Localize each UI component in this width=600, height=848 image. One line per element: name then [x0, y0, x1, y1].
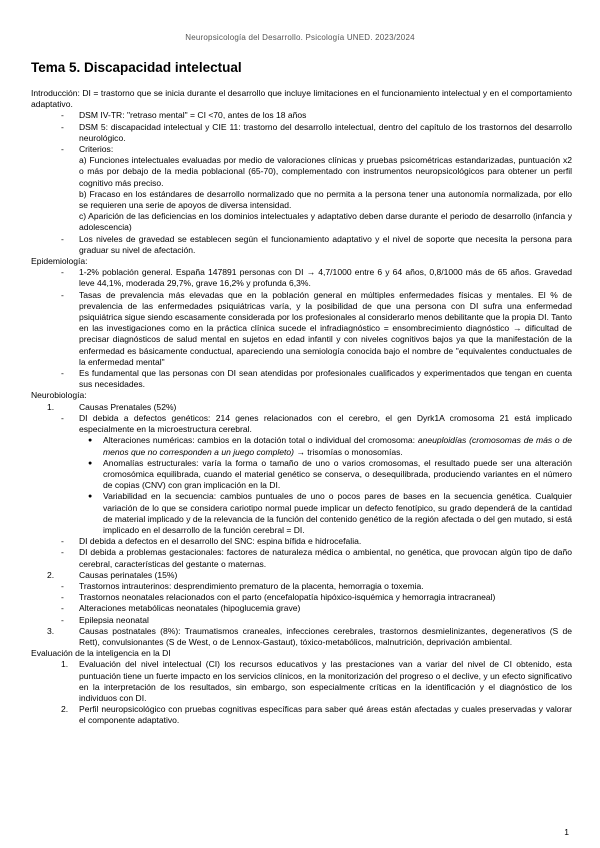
list-item-text: Trastornos neonatales relacionados con el parto (encefalopatía hipóxico-isquémica y hemorragia intracraneal): [79, 592, 496, 603]
dash-marker: -: [61, 144, 64, 155]
dash-marker: -: [61, 592, 64, 603]
running-header: Neuropsicología del Desarrollo. Psicología UNED. 2023/2024: [185, 33, 415, 42]
dash-marker: -: [61, 267, 64, 278]
criterion-c: c) Aparición de las deficiencias en los dominios intelectuales y adaptativo deben darse durante el periodo de desarrollo (infancia y adolescencia): [79, 211, 572, 233]
list-item: [31, 536, 572, 547]
list-item-text: Criterios:: [79, 144, 114, 155]
bullet-text: Anomalías estructurales: varía la forma o tamaño de uno o varios cromosomas, el resultado puede ser una alteración cromosómica equilibrada, cuando el material genético se conserva, o desequilibrada, produciendo variantes en el número de copias (CNV) con gran implicación en la DI.: [103, 457, 572, 491]
section-heading: Epidemiología:: [31, 256, 88, 267]
list-item: [31, 122, 572, 144]
bullet-text-end: → trisomías o monosomías.: [294, 446, 403, 457]
list-item-text: Tasas de prevalencia más elevadas que en la población general en múltiples enfermedades físicas y mentales. El % de prevalencia de las enfermedades psiquiátricas varía, y la posibilidad de que una persona con DI sufra una enfermedad psiquiátrica sigue siendo escasamente considerada por los profesionales al considerarlo menos debilitante que la propia DI. Tanto en las investigaciones como en la práctica clínica sucede el infradiagnóstico = ensombrecimiento diagnóstico → dificultad de precisar diagnósticos de salud mental en sujetos en edad infantil y con niveles cognitivos bajos ya que la manifestación de la enfermedad es básicamente conductual, apareciendo una semiología conocida bajo el nombre de "equivalentes conductuales de la enfermedad mental": [79, 289, 572, 367]
criterion-b: b) Fracaso en los estándares de desarrollo normalizado que no permita a la persona tener una autonomía normalizada, por ello se requieren una serie de apoyos de diversa intensidad.: [79, 188, 572, 211]
numbered-item-text: Causas Prenatales (52%): [79, 401, 177, 412]
dash-marker: -: [61, 368, 64, 379]
bullet-marker: ●: [88, 437, 93, 445]
list-item-text: DSM 5: discapacidad intelectual y CIE 11: trastorno del desarrollo intelectual, dentro del capítulo de los trastornos del desarrollo neurológico.: [79, 121, 572, 143]
bullet-item: [31, 435, 572, 457]
dash-marker: -: [61, 289, 64, 300]
list-item-text: Epilepsia neonatal: [79, 614, 149, 625]
list-item: [31, 592, 572, 603]
bullet-italic-text: aneuploidías (cromosomas de más o de menos que no corresponden a un juego completo): [103, 435, 572, 457]
list-item: [31, 603, 572, 614]
list-item: [31, 615, 572, 626]
list-item-text: Alteraciones metabólicas neonatales (hipoglucemia grave): [79, 603, 301, 614]
numbered-item-text: Traumatismos craneales, infecciones cerebrales, trastornos desmielinizantes, degenerativos (S de Rett), convulsionantes (S de West, o de Lennox-Gastaut), tóxico-metabólicos, malnutrición, deprivación ambiental.: [79, 625, 572, 647]
number-marker: 1.: [61, 659, 69, 670]
dash-marker: -: [61, 110, 64, 121]
dash-marker: -: [61, 580, 64, 591]
list-item-text: DI debida a defectos genéticos: 214 genes relacionados con el cerebro, el gen Dyrk1A cromosoma 21 está implicado especialmente en la microestructura cerebral.: [79, 412, 572, 435]
bullet-text: Variabilidad en la secuencia: cambios puntuales de uno o pocos pares de bases en la secuencia genética. Cualquier variación de lo que se considera cariotipo normal puede implicar un defecto fenotípico, su grado dependerá de la cantidad de material implicado y de la relevancia de la función del contenido genético de la región afectada o del gen mutado, si está implicado en el desarrollo de la función cerebral = DI.: [103, 491, 572, 535]
list-item: [31, 547, 572, 569]
list-item-text: DSM IV-TR: "retraso mental" = CI <70, antes de los 18 años: [79, 110, 307, 121]
intro-paragraph: Introducción: DI = trastorno que se inicia durante el desarrollo que incluye limitaciones en el funcionamiento intelectual y en el comportamiento adaptativo.: [31, 88, 572, 110]
dash-marker: -: [61, 121, 64, 132]
numbered-item-text: Perfil neuropsicológico con pruebas cognitivas específicas para saber qué áreas están afectadas y cuales preservadas y valorar el componente adaptativo.: [79, 704, 572, 726]
dash-marker: -: [61, 614, 64, 625]
bullet-marker: ●: [88, 493, 93, 501]
section-heading: Neurobiología:: [31, 390, 87, 401]
list-item: [31, 581, 572, 592]
list-item: [31, 267, 572, 289]
numbered-item-label: Causas postnatales (8%):: [79, 625, 181, 636]
bullet-item: [31, 491, 572, 536]
list-item-text: DI debida a defectos en el desarrollo del SNC: espina bífida e hidrocefalia.: [79, 536, 362, 547]
dash-marker: -: [61, 603, 64, 614]
list-item-text: 1-2% población general. España 147891 personas con DI → 4,7/1000 entre 6 y 64 años, 0,8/1000 más de 65 años. Gravedad leve 44,1%, moderada 29,7%, grave 16,2% y profunda 6,3%.: [79, 267, 572, 289]
section-heading: Evaluación de la inteligencia en la DI: [31, 648, 171, 659]
criterion-a: a) Funciones intelectuales evaluadas por medio de valoraciones clínicas y pruebas psicométricas estandarizadas, puntuación x2 o más por debajo de la media poblacional (65-70), complementado con instrumentos neuropsicológicos para obtener un perfil cognitivo más preciso.: [79, 155, 572, 188]
list-item-text: Los niveles de gravedad se establecen según el funcionamiento adaptativo y el nivel de soporte que necesita la persona para graduar su nivel de afectación.: [79, 233, 572, 255]
page-title: Tema 5. Discapacidad intelectual: [31, 60, 242, 75]
page-number: 1: [564, 827, 569, 837]
list-item: [31, 413, 572, 435]
numbered-item: [31, 704, 572, 726]
number-marker: 3.: [47, 625, 55, 636]
list-item: [31, 144, 572, 155]
list-item: [31, 234, 572, 256]
dash-marker: -: [61, 536, 64, 547]
bullet-text: Alteraciones numéricas: cambios en la dotación total o individual del cromosoma:: [103, 435, 418, 446]
numbered-item: [31, 570, 572, 581]
list-item-text: Trastornos intrauterinos: desprendimiento prematuro de la placenta, hemorragia o toxemia.: [79, 580, 424, 591]
numbered-item: [31, 402, 572, 413]
list-item: [31, 368, 572, 390]
numbered-item-text: Causas perinatales (15%): [79, 569, 178, 580]
bullet-marker: ●: [88, 459, 93, 467]
dash-marker: -: [61, 233, 64, 244]
list-item: [31, 290, 572, 368]
list-item-text: DI debida a problemas gestacionales: factores de naturaleza médica o ambiental, no genética, que provocan algún tipo de daño cerebral, características del gestante o maternas.: [79, 547, 572, 569]
list-item-text: Es fundamental que las personas con DI sean atendidas por profesionales cualificados y experimentados que tengan en cuenta sus necesidades.: [79, 368, 572, 390]
number-marker: 2.: [61, 704, 69, 715]
number-marker: 1.: [47, 401, 55, 412]
number-marker: 2.: [47, 569, 55, 580]
numbered-item: [31, 659, 572, 704]
bullet-item: [31, 458, 572, 492]
numbered-item-text: Evaluación del nivel intelectual (CI) los recursos educativos y las prestaciones van a variar del nivel de CI obtenido, esta puntuación tiene un fuerte impacto en los servicios clínicos, en la monitorización del progreso o el declive, y un efecto significativo en la interpretación de los resultados, sin embargo, son especialmente críticas en la identificación y el diagnóstico de los individuos con DI.: [79, 659, 572, 703]
list-item: [31, 110, 572, 121]
document-body: [31, 88, 572, 727]
dash-marker: -: [61, 547, 64, 558]
numbered-item: [31, 626, 572, 648]
dash-marker: -: [61, 412, 64, 423]
